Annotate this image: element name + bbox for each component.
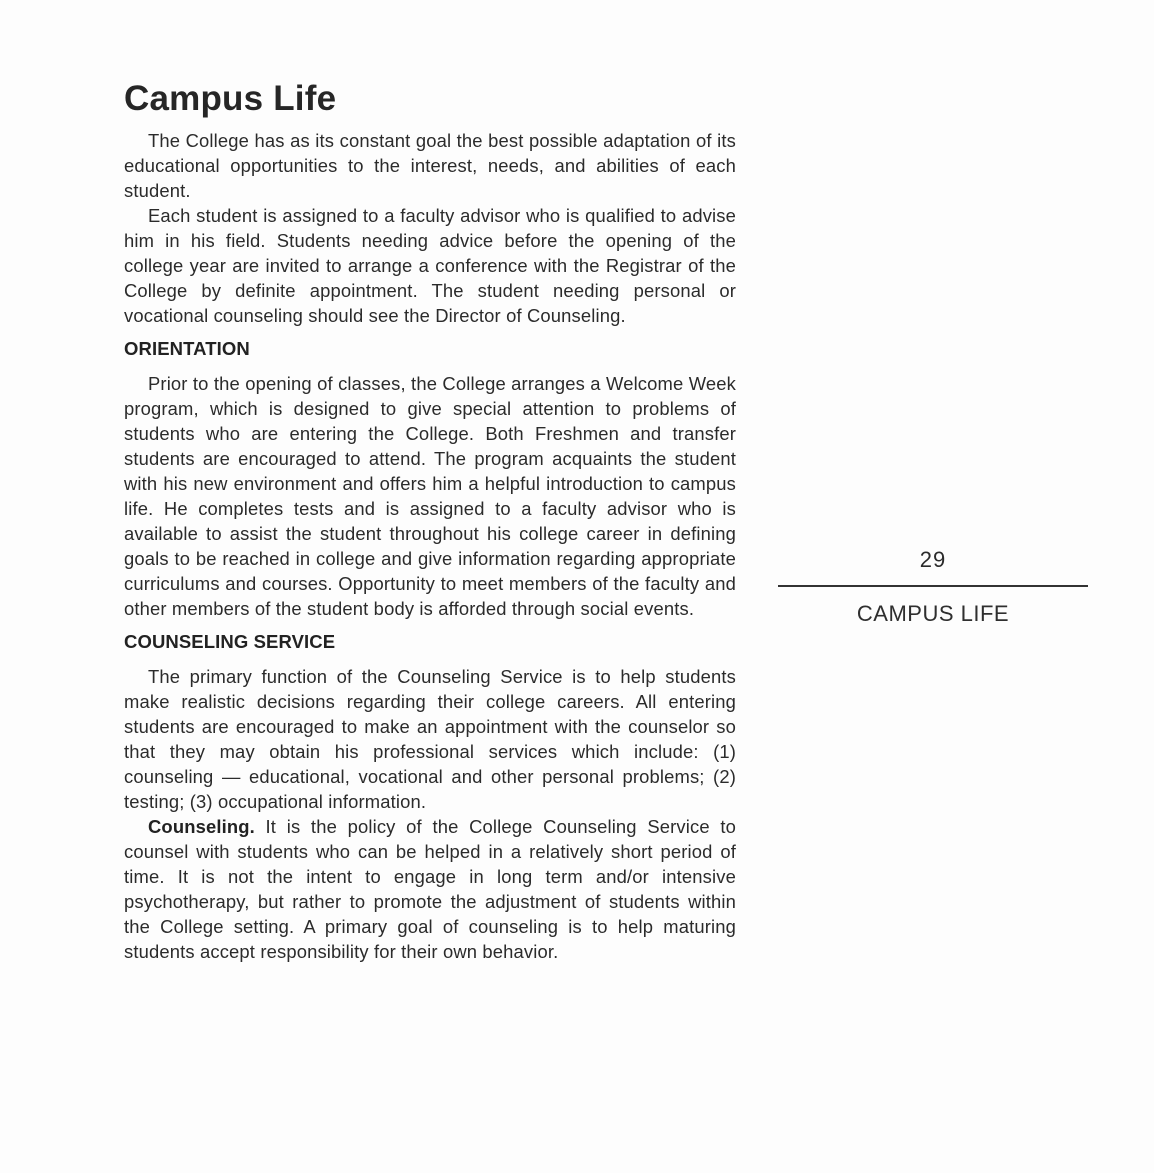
sidebar	[778, 545, 1088, 629]
main-column	[124, 78, 736, 964]
orientation-heading: ORIENTATION	[124, 338, 250, 359]
intro-paragraph-2: Each student is assigned to a faculty advisor who is qualified to advise him in his field. Students needing advice before the opening of the college year are invited to arrange a conference with the Registrar of the College by definite appointment. The student needing personal or vocational counseling should see the Director of Counseling.	[124, 205, 736, 326]
counseling-service-paragraph: The primary function of the Counseling Service is to help students make realistic decisions regarding their college careers. All entering students are encouraged to make an appointment with the counselor so that they may obtain his professional services which include: (1) counseling — educational, vocational and other personal problems; (2) testing; (3) occupational information.	[124, 666, 736, 812]
counseling-paragraph	[124, 814, 736, 964]
counseling-paragraph-text: It is the policy of the College Counseling Service to counsel with students who can be helped in a relatively short period of time. It is not the intent to engage in long term and/or intensive psychotherapy, but rather to promote the adjustment of students within the College setting. A primary goal of counseling is to help maturing students accept responsibility for their own behavior.	[124, 816, 736, 962]
counseling-run-in-label: Counseling.	[148, 816, 255, 837]
page-number: 29	[919, 547, 947, 572]
orientation-paragraph: Prior to the opening of classes, the College arranges a Welcome Week program, which is designed to give special attention to problems of students who are entering the College. Both Freshmen and transfer students are encouraged to attend. The program acquaints the student with his new environment and offers him a helpful introduction to campus life. He completes tests and is assigned to a faculty advisor who is available to assist the student throughout his college career in defining goals to be reached in college and give information regarding appropriate curriculums and courses. Opportunity to meet members of the faculty and other members of the student body is afforded through social events.	[124, 373, 736, 619]
sidebar-rule	[778, 585, 1088, 587]
counseling-service-heading: COUNSELING SERVICE	[124, 631, 336, 652]
running-head: CAMPUS LIFE	[856, 601, 1010, 626]
intro-paragraph-1: The College has as its constant goal the best possible adaptation of its educational opportunities to the interest, needs, and abilities of each student.	[124, 130, 736, 201]
page-title: Campus Life	[124, 79, 337, 118]
